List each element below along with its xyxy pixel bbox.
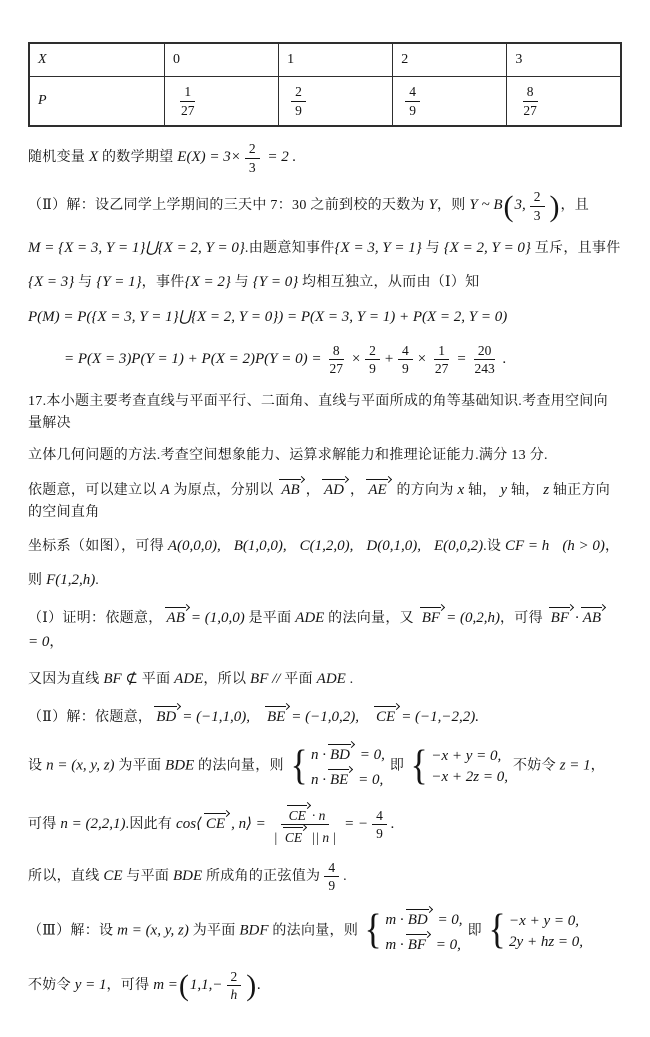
text-run: （Ⅱ）解：依题意， [28, 710, 153, 726]
p-value-cell [165, 77, 279, 127]
fraction-numerator: 2 [245, 141, 260, 159]
math-run: ADE [174, 670, 204, 687]
line-coord-setup-1 [28, 478, 622, 524]
math-run: cos⟨ [176, 816, 202, 833]
text-run: 的法向量，则 [194, 758, 284, 774]
fraction-numerator: 2 [291, 84, 306, 102]
vec-BD: BD [154, 705, 179, 726]
math-run: + [383, 351, 394, 368]
math-run: x [457, 481, 465, 498]
text-run: 与平面 [122, 869, 173, 885]
line-part1-proof [28, 606, 622, 654]
line-independence [28, 271, 622, 294]
math-run: m = [153, 976, 178, 993]
fraction-denominator: 9 [369, 361, 376, 377]
text-run: 17.本小题主要考查直线与平面平行、二面角、直线与平面所成的角等基础知识.考查用空间向量解决 [28, 393, 608, 431]
text-run: ，则 [436, 198, 470, 214]
math-run: ADE [295, 610, 325, 627]
vec-BF: BF [406, 933, 429, 954]
fraction-denominator: 9 [328, 878, 336, 894]
line-parallel-conclusion [28, 668, 622, 691]
math-run: E(X) = 3× [177, 149, 241, 166]
vec-BD: BD [328, 743, 353, 764]
line-expectation [28, 141, 622, 175]
fraction [245, 141, 260, 175]
text-run: 的法向量，又 [324, 611, 418, 627]
text-run: 轴， [507, 482, 544, 498]
x-value-cell: 2 [393, 43, 507, 77]
text-run: . [343, 869, 347, 885]
fraction [431, 343, 453, 377]
fraction-denominator: 27 [434, 361, 449, 377]
line-q17-desc-2 [28, 445, 622, 467]
fraction-denominator: h [230, 987, 238, 1003]
math-run: = 2 . [263, 149, 297, 166]
fraction-numerator: 2 [365, 343, 380, 361]
equation-system [409, 742, 508, 789]
fraction [405, 84, 420, 118]
text-run: 与 [230, 275, 253, 291]
equation-system [289, 743, 385, 790]
math-run: E(0,0,2) [433, 537, 484, 554]
fraction-numerator: 4 [324, 860, 339, 878]
math-run: = (1,0,0) [190, 610, 249, 627]
fraction-denominator [270, 825, 340, 846]
line-part2-vectors [28, 705, 622, 729]
fraction [398, 343, 413, 377]
fraction-denominator: 3 [533, 207, 541, 223]
math-run: (h > 0) [562, 537, 605, 554]
text-run: （Ⅲ）解：设 [28, 923, 118, 939]
vec-AB: AB [165, 606, 188, 627]
distribution-table [28, 42, 622, 127]
line-pm-expansion [28, 306, 622, 329]
big-paren-close: ) [549, 189, 560, 223]
fraction [177, 84, 199, 118]
math-run: · n [311, 807, 326, 823]
fraction-numerator: 4 [372, 808, 387, 826]
text-run: ， [604, 538, 620, 554]
fraction [291, 84, 306, 118]
big-paren-close: ) [246, 969, 257, 1003]
vec-BF: BF [420, 606, 443, 627]
p-value-cell [279, 77, 393, 127]
fraction-denominator: 9 [401, 361, 409, 377]
fraction [470, 343, 498, 377]
text-run: 的数学期望 [98, 150, 178, 166]
math-run: . [390, 816, 395, 833]
fraction-denominator: 3 [248, 159, 256, 175]
vec-AB: AB [279, 478, 302, 499]
cases-brace: { [488, 907, 506, 954]
text-run: ， [305, 482, 321, 498]
vec-BE: BE [265, 705, 288, 726]
math-run: −x + y = 0, [509, 912, 579, 929]
math-run: = 0, [356, 747, 385, 764]
vec-CE: CE [287, 804, 309, 824]
fraction [530, 189, 545, 223]
math-run: m = (x, y, z) [117, 922, 189, 939]
text-run: 平面 [137, 671, 175, 687]
x-row-label: X [29, 43, 165, 77]
text-run: ，可得 [499, 611, 547, 627]
fraction-numerator: 8 [329, 343, 344, 361]
big-paren-open: ( [178, 969, 189, 1003]
math-run: = 0, [354, 772, 384, 789]
math-run: n = (x, y, z) [46, 757, 115, 774]
math-run: Y [428, 197, 437, 214]
text-run: 与 [74, 275, 97, 291]
p-value-cell [507, 77, 621, 127]
text-run: 的法向量，则 [268, 923, 359, 939]
text-run: 依题意，可以建立以 [28, 482, 161, 498]
math-run: × [416, 351, 427, 368]
math-run: A(0,0,0), [167, 537, 221, 554]
fraction-numerator: 20 [474, 343, 496, 361]
math-run: = 0, [432, 936, 461, 953]
math-run: m · [385, 936, 404, 953]
math-run: . [257, 976, 262, 993]
line-event-m [28, 237, 622, 260]
text-run: ， [590, 758, 605, 774]
fraction-denominator: 9 [295, 102, 302, 118]
math-run: {X = 2} [184, 274, 231, 291]
text-run: 轴， [464, 482, 501, 498]
vec-CE: CE [283, 826, 305, 846]
text-run: ， [49, 634, 64, 650]
fraction [227, 969, 242, 1003]
fraction [325, 343, 347, 377]
math-run: BDE [172, 868, 203, 885]
fraction-denominator: 9 [376, 826, 383, 842]
text-run: （Ⅰ）证明：依题意， [28, 611, 163, 627]
fraction [519, 84, 541, 118]
vec-BD: BD [406, 908, 431, 929]
math-run: 2y + hz = 0, [509, 933, 584, 950]
math-run: CF = h [505, 537, 550, 554]
math-run: . [502, 351, 507, 368]
text-run: 坐标系（如图），可得 [28, 538, 168, 554]
text-run: 即 [389, 758, 405, 774]
math-run: × [350, 351, 362, 368]
math-run: BDE [165, 757, 195, 774]
table-row-p [29, 77, 621, 127]
text-run: 则 [28, 573, 47, 589]
text-run: （Ⅱ）解：设乙同学上学期间的三天中 7：30 之前到校的天数为 [28, 198, 429, 214]
math-run: 1,1,− [189, 976, 223, 993]
text-run: ，且 [560, 198, 590, 214]
text-run: ， [350, 482, 365, 498]
math-run: {X = 3, Y = 1} [334, 240, 422, 257]
text-run: .因此有 [125, 817, 177, 833]
table-row-x [29, 43, 621, 77]
vec-BE: BE [328, 768, 351, 789]
text-run: 的方向为 [392, 482, 458, 498]
math-run: | [273, 830, 281, 846]
math-run: z [543, 481, 550, 498]
line-coord-setup-2 [28, 535, 622, 558]
cases-brace: { [410, 742, 428, 789]
math-run: −x + y = 0, [431, 748, 502, 765]
line-point-f [28, 569, 622, 592]
math-run: = 0, [433, 912, 463, 928]
math-run: y [500, 481, 508, 498]
math-run: n · [311, 747, 326, 764]
text-run: 不妨令 [28, 977, 75, 993]
math-run: Y ~ B [469, 197, 503, 214]
math-run: X [89, 149, 99, 166]
math-run: m · [385, 912, 404, 928]
vec-CE: CE [204, 812, 228, 833]
math-run: = (−1,−2,2). [401, 709, 480, 726]
math-run: = (−1,1,0), [182, 709, 250, 726]
cases-brace: { [290, 742, 308, 789]
text-run: 轴正方向的空间直角 [28, 482, 611, 521]
math-run: C(1,2,0), [299, 537, 354, 554]
text-run: 互斥，且事件 [530, 241, 621, 257]
math-run: {X = 3} [28, 274, 75, 291]
line-part3 [28, 908, 622, 955]
text-run: 随机变量 [28, 150, 89, 166]
fraction [270, 804, 340, 846]
vec-CE: CE [374, 705, 398, 726]
math-run: −x + 2z = 0, [431, 769, 508, 786]
math-run: P(M) = P({X = 3, Y = 1}⋃{X = 2, Y = 0}) = P(X = 3, Y = 1) + P(X = 2, Y = 0) [28, 308, 508, 325]
text-run: 为原点，分别以 [169, 482, 278, 498]
line-part2-intro [28, 189, 622, 223]
math-run: n · [311, 772, 326, 789]
fraction-denominator: 27 [523, 102, 537, 118]
line-cosine [28, 804, 622, 846]
math-run: = (0,2,h) [446, 610, 500, 627]
math-run: = 0 [28, 633, 50, 650]
math-run: M = {X = 3, Y = 1}⋃{X = 2, Y = 0} [28, 240, 245, 257]
big-paren-open: ( [503, 189, 514, 223]
text-run: ，所以 [203, 671, 251, 687]
math-run: B(1,0,0), [233, 537, 287, 554]
text-run: .设 [483, 538, 506, 554]
math-run: CE [103, 868, 123, 885]
math-run: {Y = 1} [96, 274, 142, 291]
text-run: 平面 [280, 671, 317, 687]
fraction-numerator: 2 [227, 969, 242, 987]
text-run: 所以，直线 [28, 869, 104, 885]
fraction-denominator: 27 [181, 102, 195, 118]
line-final-m [28, 969, 622, 1003]
text-run: ，可得 [106, 977, 154, 993]
fraction-denominator: 27 [329, 361, 343, 377]
text-run: 所成角的正弦值为 [202, 869, 321, 885]
text-run: 为平面 [114, 758, 166, 774]
math-run: = [456, 351, 467, 368]
math-run: A [160, 481, 170, 498]
fraction-numerator [281, 804, 330, 826]
math-run: D(0,1,0), [366, 537, 421, 554]
fraction-denominator: 243 [474, 361, 495, 377]
p-value-cell [393, 77, 507, 127]
text-run: 即 [467, 923, 482, 939]
text-run: 均相互独立，从而由（Ⅰ）知 [298, 275, 480, 291]
line-q17-desc-1 [28, 391, 622, 434]
math-run: ADE [316, 670, 346, 687]
equation-system [487, 907, 584, 954]
math-run: = P(X = 3)P(Y = 1) + P(X = 2)P(Y = 0) = [64, 351, 322, 368]
math-run: BF // [250, 670, 281, 687]
text-run: 不妨令 [512, 758, 560, 774]
math-run: {X = 2, Y = 0} [443, 240, 531, 257]
text-run: 立体几何问题的方法.考查空间想象能力、运算求解能力和推理论证能力.满分 13 分. [28, 448, 548, 464]
math-run: BF ⊄ [103, 670, 138, 687]
text-run: . [95, 573, 100, 589]
fraction-numerator: 4 [398, 343, 413, 361]
x-value-cell: 1 [279, 43, 393, 77]
math-run: F(1,2,h) [46, 572, 96, 589]
x-value-cell: 0 [165, 43, 279, 77]
fraction-denominator: 9 [409, 102, 416, 118]
math-run: {Y = 0} [252, 274, 299, 291]
text-run: ，事件 [141, 275, 185, 291]
text-run: 为平面 [188, 923, 240, 939]
fraction-numerator: 8 [523, 84, 538, 102]
line-pm-computation [28, 343, 622, 377]
math-run: z = 1 [559, 757, 591, 774]
equation-system [363, 908, 462, 955]
vec-BF: BF [549, 606, 572, 627]
cases-brace: { [364, 907, 382, 954]
fraction [324, 860, 339, 894]
p-row-label: P [29, 77, 165, 127]
math-run: = − [344, 816, 369, 833]
fraction-numerator: 1 [434, 343, 449, 361]
math-run: y = 1 [74, 976, 107, 993]
fraction-numerator: 4 [405, 84, 420, 102]
vec-AE: AE [366, 478, 389, 499]
fraction [365, 343, 380, 377]
math-run: || n | [308, 830, 337, 846]
fraction-numerator: 1 [180, 84, 195, 102]
math-run: = (−1,0,2), [291, 709, 360, 726]
x-value-cell: 3 [507, 43, 621, 77]
fraction [372, 808, 387, 842]
text-run: . [345, 671, 354, 687]
math-run: BDF [239, 922, 269, 939]
text-run: 又因为直线 [28, 671, 104, 687]
line-sine-conclusion [28, 860, 622, 894]
text-run: 与 [421, 241, 444, 257]
vec-AB: AB [581, 606, 604, 627]
text-run: .由题意知事件 [244, 241, 335, 257]
text-run: 是平面 [248, 611, 296, 627]
math-run: n = (2,2,1) [60, 816, 126, 833]
vec-AD: AD [322, 478, 347, 499]
math-run: 3, [514, 197, 526, 214]
text-run: 可得 [28, 817, 61, 833]
math-run: , n⟩ = [231, 816, 266, 833]
text-run: 设 [28, 758, 47, 774]
math-run: · [575, 610, 579, 627]
line-normal-n [28, 743, 622, 790]
fraction-numerator: 2 [530, 189, 545, 207]
